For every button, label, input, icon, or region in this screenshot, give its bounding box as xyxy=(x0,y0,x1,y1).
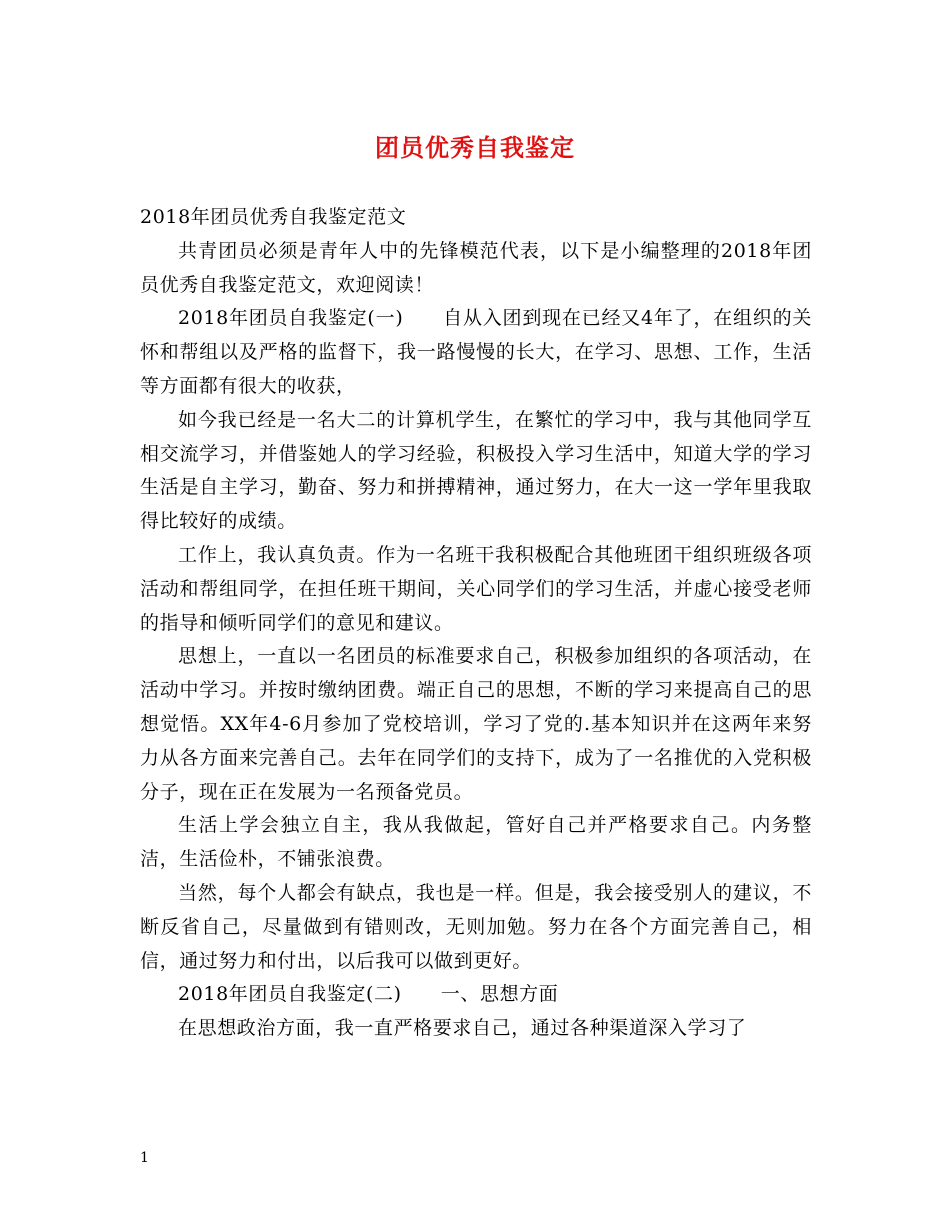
life-paragraph: 生活上学会独立自主，我从我做起，管好自己并严格要求自己。内务整洁，生活俭朴，不铺张浪费。 xyxy=(140,814,812,871)
page-number: 1 xyxy=(140,1150,149,1166)
document-body xyxy=(140,201,812,1046)
subtitle-paragraph: 2018年团员优秀自我鉴定范文 xyxy=(140,206,407,228)
study-paragraph: 如今我已经是一名大二的计算机学生，在繁忙的学习中，我与其他同学互相交流学习，并借鉴她人的学习经验，积极投入学习生活中，知道大学的学习生活是自主学习，勤奋、努力和拼搏精神，通过努力，在大一这一学年里我取得比较好的成绩。 xyxy=(140,408,812,533)
section-two-paragraph: 在思想政治方面，我一直严格要求自己，通过各种渠道深入学习了 xyxy=(178,1017,747,1040)
intro-paragraph: 共青团员必须是青年人中的先锋模范代表，以下是小编整理的2018年团员优秀自我鉴定范文，欢迎阅读！ xyxy=(140,239,812,296)
section-one-paragraph: 2018年团员自我鉴定(一) 自从入团到现在已经又4年了，在组织的关怀和帮组以及严格的监督下，我一路慢慢的长大，在学习、思想、工作，生活等方面都有很大的收获， xyxy=(140,307,812,397)
section-two-heading: 2018年团员自我鉴定(二) 一、思想方面 xyxy=(178,983,559,1006)
work-paragraph: 工作上，我认真负责。作为一名班干我积极配合其他班团干组织班级各项活动和帮组同学，在担任班干期间，关心同学们的学习生活，并虚心接受老师的指导和倾听同学们的意见和建议。 xyxy=(140,543,812,634)
document-title: 团员优秀自我鉴定 xyxy=(375,133,575,162)
thought-paragraph: 思想上，一直以一名团员的标准要求自己，积极参加组织的各项活动，在活动中学习。并按时缴纳团费。端正自己的思想，不断的学习来提高自己的思想觉悟。XX年4-6月参加了党校培训，学习了党的.基本知识并在这两年来努力从各方面来完善自己。去年在同学们的支持下，成为了一名推优的入党积极分子，现在正在发展为一名预备党员。 xyxy=(140,645,812,803)
conclusion-paragraph: 当然，每个人都会有缺点，我也是一样。但是，我会接受别人的建议，不断反省自己，尽量做到有错则改，无则加勉。努力在各个方面完善自己，相信，通过努力和付出，以后我可以做到更好。 xyxy=(140,881,812,972)
